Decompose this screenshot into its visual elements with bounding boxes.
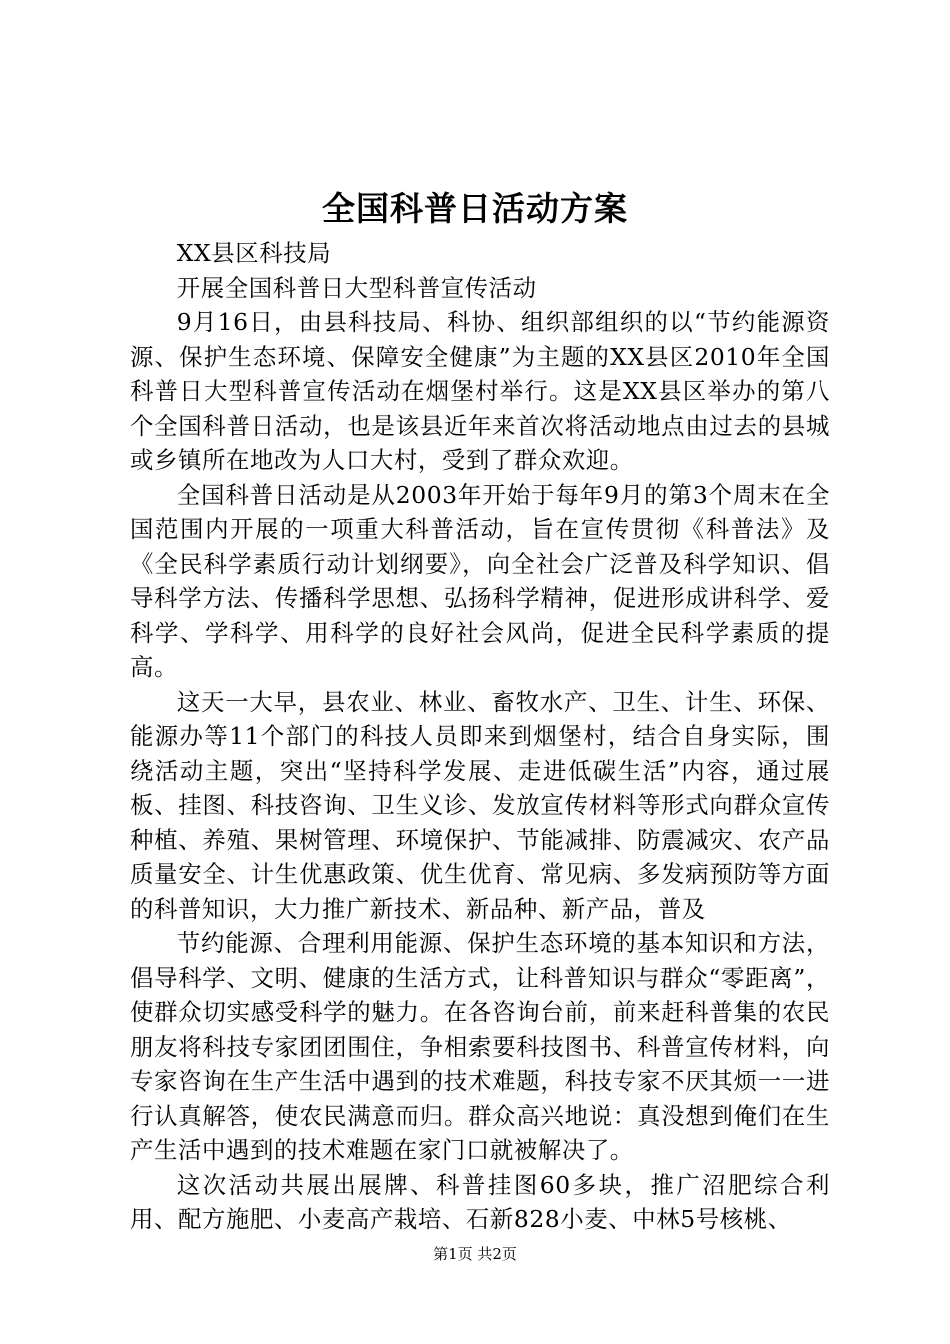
paragraph-1: 9月16日，由县科技局、科协、组织部组织的以“节约能源资源、保护生态环境、保障安全健康”为主题的XX县区2010年全国科普日大型科普宣传活动在烟堡村举行。这是XX县区举办的第八个全国科普日活动，也是该县近年来首次将活动地点由过去的县城或乡镇所在地改为人口大村，受到了群众欢迎。 — [130, 308, 830, 474]
paragraph-3: 这天一大早，县农业、林业、畜牧水产、卫生、计生、环保、能源办等11个部门的科技人员即来到烟堡村，结合自身实际，围绕活动主题，突出“坚持科学发展、走进低碳生活”内容，通过展板、挂图、科技咨询、卫生义诊、发放宣传材料等形式向群众宣传种植、养殖、果树管理、环境保护、节能减排、防震减灾、农产品质量安全、计生优惠政策、优生优育、常见病、多发病预防等方面的科普知识，大力推广新技术、新品种、新产品，普及 — [130, 687, 830, 923]
paragraph-2: 全国科普日活动是从2003年开始于每年9月的第3个周末在全国范围内开展的一项重大科普活动，旨在宣传贯彻《科普法》及《全民科学素质行动计划纲要》，向全社会广泛普及科学知识、倡导科学方法、传播科学思想、弘扬科学精神，促进形成讲科学、爱科学、学科学、用科学的良好社会风尚，促进全民科学素质的提高。 — [130, 480, 830, 681]
paragraph-org: XX县区科技局 — [176, 239, 332, 267]
page-footer: 第1页 共2页 — [433, 1245, 517, 1263]
paragraph-5: 这次活动共展出展牌、科普挂图60多块，推广沼肥综合利用、配方施肥、小麦高产栽培、石新828小麦、中林5号核桃、 — [130, 1170, 830, 1233]
document-title: 全国科普日活动方案 — [322, 189, 628, 228]
paragraph-subtitle: 开展全国科普日大型科普宣传活动 — [176, 273, 537, 302]
paragraph-4: 节约能源、合理利用能源、保护生态环境的基本知识和方法，倡导科学、文明、健康的生活方式，让科普知识与群众“零距离”，使群众切实感受科学的魅力。在各咨询台前，前来赶科普集的农民朋友将科技专家团团围住，争相索要科技图书、科普宣传材料，向专家咨询在生产生活中遇到的技术难题，科技专家不厌其烦一一进行认真解答，使农民满意而归。群众高兴地说：真没想到俺们在生产生活中遇到的技术难题在家门口就被解决了。 — [130, 929, 830, 1164]
document-body — [130, 236, 830, 1237]
